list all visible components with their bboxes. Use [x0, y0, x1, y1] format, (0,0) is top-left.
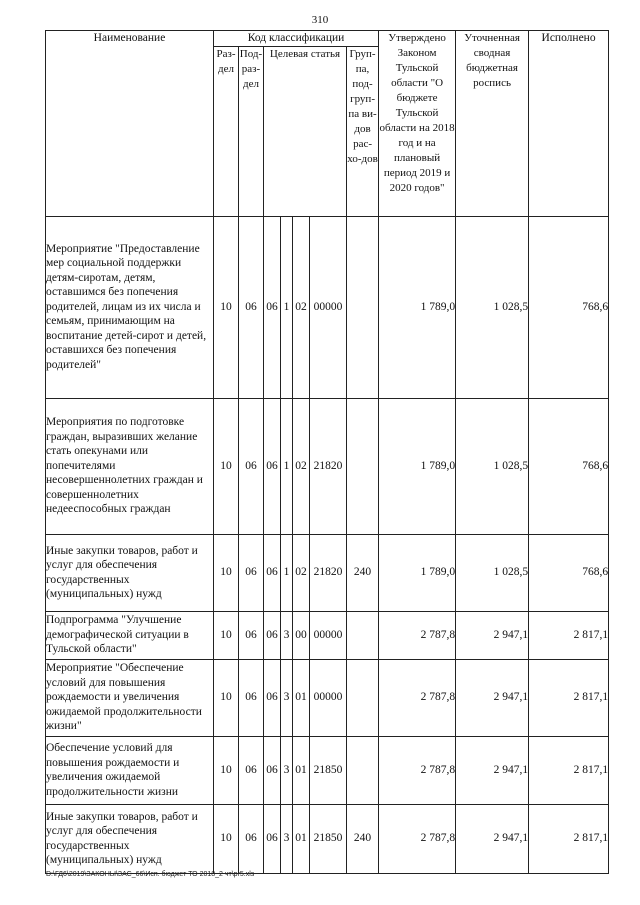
header-code-group: Код классификации: [214, 31, 379, 47]
row-utverzhdeno: 2 787,8: [379, 804, 456, 873]
row-gruppa: 240: [347, 804, 379, 873]
row-utochnennaya: 2 947,1: [456, 804, 529, 873]
row-code-4: 21820: [310, 534, 347, 611]
table-row: [46, 659, 609, 736]
header-podrazdel: Под-раз-дел: [239, 46, 264, 216]
row-name: Обеспечение условий для повышения рождаемости и увеличения ожидаемой продолжительности жизни: [46, 736, 214, 804]
row-name: Иные закупки товаров, работ и услуг для обеспечения государственных (муниципальных) нужд: [46, 534, 214, 611]
header-ispolneno: Исполнено: [529, 31, 609, 217]
row-ispolneno: 2 817,1: [529, 611, 609, 659]
row-gruppa: 240: [347, 534, 379, 611]
table-row: [46, 611, 609, 659]
table-row: [46, 216, 609, 398]
row-utochnennaya: 1 028,5: [456, 398, 529, 534]
row-gruppa: [347, 611, 379, 659]
row-code-1: 06: [264, 736, 281, 804]
row-utverzhdeno: 1 789,0: [379, 216, 456, 398]
row-utochnennaya: 2 947,1: [456, 736, 529, 804]
row-podrazdel: 06: [239, 736, 264, 804]
row-name: Мероприятие "Обеспечение условий для повышения рождаемости и увеличения ожидаемой продолжительности жизни": [46, 659, 214, 736]
row-utverzhdeno: 2 787,8: [379, 736, 456, 804]
row-gruppa: [347, 216, 379, 398]
row-code-1: 06: [264, 659, 281, 736]
row-podrazdel: 06: [239, 611, 264, 659]
row-code-2: 1: [281, 534, 293, 611]
row-code-4: 21850: [310, 736, 347, 804]
row-code-4: 00000: [310, 216, 347, 398]
row-code-4: 21820: [310, 398, 347, 534]
row-ispolneno: 2 817,1: [529, 804, 609, 873]
table-row: [46, 736, 609, 804]
row-code-1: 06: [264, 611, 281, 659]
row-razdel: 10: [214, 659, 239, 736]
row-code-3: 00: [293, 611, 310, 659]
row-utochnennaya: 2 947,1: [456, 659, 529, 736]
row-utochnennaya: 1 028,5: [456, 216, 529, 398]
table-row: [46, 804, 609, 873]
row-podrazdel: 06: [239, 216, 264, 398]
row-razdel: 10: [214, 216, 239, 398]
row-utverzhdeno: 1 789,0: [379, 534, 456, 611]
header-gruppa: Груп-па, под-груп-па ви-дов рас-хо-дов: [347, 46, 379, 216]
row-razdel: 10: [214, 611, 239, 659]
table-row: [46, 534, 609, 611]
header-razdel: Раз-дел: [214, 46, 239, 216]
row-gruppa: [347, 659, 379, 736]
row-code-4: 21850: [310, 804, 347, 873]
row-code-1: 06: [264, 804, 281, 873]
file-path-footer: D:\ГД6\2019\ЗАКОНЫ\ЗАС_66\Исп. бюджет ТО 2018_2 чт\pr5.xls: [46, 871, 255, 878]
row-code-4: 00000: [310, 659, 347, 736]
header-celevaya: Целевая статья: [264, 46, 347, 216]
row-code-2: 1: [281, 216, 293, 398]
row-code-2: 3: [281, 736, 293, 804]
row-name: Подпрограмма "Улучшение демографической ситуации в Тульской области": [46, 611, 214, 659]
row-code-2: 1: [281, 398, 293, 534]
row-code-3: 02: [293, 216, 310, 398]
row-podrazdel: 06: [239, 534, 264, 611]
row-ispolneno: 2 817,1: [529, 659, 609, 736]
row-razdel: 10: [214, 398, 239, 534]
row-gruppa: [347, 736, 379, 804]
row-code-2: 3: [281, 659, 293, 736]
row-razdel: 10: [214, 804, 239, 873]
row-razdel: 10: [214, 736, 239, 804]
row-ispolneno: 768,6: [529, 398, 609, 534]
header-name: Наименование: [46, 31, 214, 217]
row-code-3: 01: [293, 736, 310, 804]
table-row: [46, 398, 609, 534]
row-name: Иные закупки товаров, работ и услуг для обеспечения государственных (муниципальных) нужд: [46, 804, 214, 873]
page-number: 310: [311, 14, 329, 26]
row-code-1: 06: [264, 398, 281, 534]
row-code-3: 02: [293, 398, 310, 534]
row-gruppa: [347, 398, 379, 534]
header-utochnennaya: Уточненная сводная бюджетная роспись: [456, 31, 529, 217]
row-ispolneno: 2 817,1: [529, 736, 609, 804]
row-utverzhdeno: 1 789,0: [379, 398, 456, 534]
row-code-2: 3: [281, 611, 293, 659]
row-code-3: 02: [293, 534, 310, 611]
row-ispolneno: 768,6: [529, 534, 609, 611]
row-code-3: 01: [293, 659, 310, 736]
row-code-2: 3: [281, 804, 293, 873]
row-utochnennaya: 1 028,5: [456, 534, 529, 611]
row-podrazdel: 06: [239, 659, 264, 736]
row-name: Мероприятия по подготовке граждан, выразивших желание стать опекунами или попечителями несовершеннолетних граждан и совершеннолетних недееспособных граждан: [46, 398, 214, 534]
row-utochnennaya: 2 947,1: [456, 611, 529, 659]
row-code-4: 00000: [310, 611, 347, 659]
row-podrazdel: 06: [239, 804, 264, 873]
row-code-1: 06: [264, 534, 281, 611]
row-code-3: 01: [293, 804, 310, 873]
budget-table: [45, 30, 609, 874]
row-name: Мероприятие "Предоставление мер социальной поддержки детям-сиротам, детям, оставшимся без попечения родителей, лицам из их числа и семьям, принимающим на воспитание детей-сирот и детей, оставшихся без попечения родителей": [46, 216, 214, 398]
row-utverzhdeno: 2 787,8: [379, 611, 456, 659]
row-podrazdel: 06: [239, 398, 264, 534]
header-utverzhdeno: Утверждено Законом Тульской области "О бюджете Тульской области на 2018 год и на плановый период 2019 и 2020 годов": [379, 31, 456, 217]
row-utverzhdeno: 2 787,8: [379, 659, 456, 736]
row-razdel: 10: [214, 534, 239, 611]
row-ispolneno: 768,6: [529, 216, 609, 398]
row-code-1: 06: [264, 216, 281, 398]
